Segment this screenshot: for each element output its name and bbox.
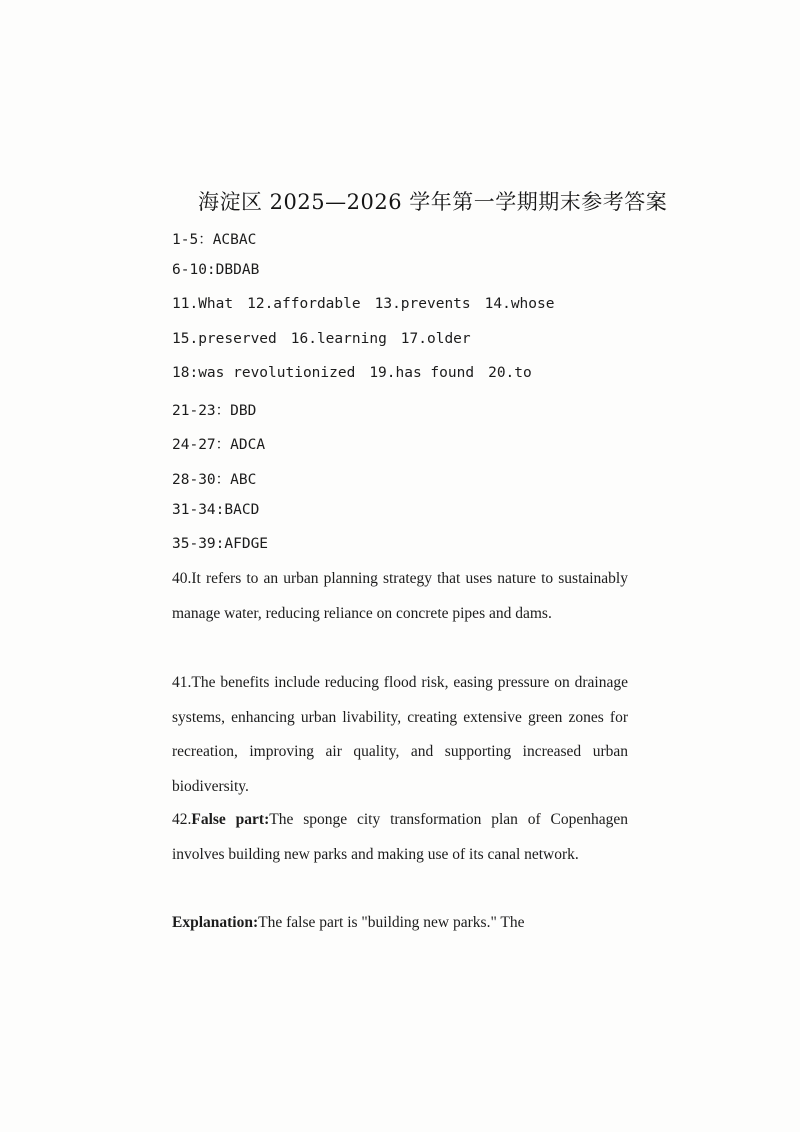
answer-42-paragraph	[172, 803, 628, 872]
answer-40-paragraph: 40.It refers to an urban planning strategy that uses nature to sustainably manage water, reducing reliance on concrete pipes and dams.	[172, 570, 628, 622]
answer-19: 19.has found	[369, 365, 475, 381]
answer-line-21-23: 21-23：DBD	[172, 403, 257, 419]
answer-17: 17.older	[400, 331, 471, 347]
answer-line-35-39: 35-39:AFDGE	[172, 536, 269, 552]
answer-15: 15.preserved	[172, 331, 277, 347]
false-part-text: The sponge city transformation plan of Copenhagen involves building new parks and making use of its canal network.	[172, 811, 628, 863]
answer-line-31-34: 31-34:BACD	[172, 502, 260, 518]
answer-line-1-5: 1-5：ACBAC	[172, 232, 257, 248]
answer-line-11-14	[172, 296, 554, 312]
answer-12: 12.affordable	[247, 296, 361, 312]
answer-line-15-17	[172, 331, 471, 347]
answer-line-18-20	[172, 365, 532, 381]
answer-line-28-30: 28-30：ABC	[172, 472, 257, 488]
explanation-label: Explanation:	[172, 914, 259, 931]
answer-13: 13.prevents	[374, 296, 471, 312]
answer-41-paragraph: 41.The benefits include reducing flood risk, easing pressure on drainage systems, enhancing urban livability, creating extensive green zones for recreation, improving air quality, and supporting increased urban biodiversity.	[172, 674, 628, 795]
page-title: 海淀区 2025—2026 学年第一学期期末参考答案	[198, 190, 668, 214]
answer-line-6-10: 6-10:DBDAB	[172, 262, 260, 278]
answer-11: 11.What	[172, 296, 234, 312]
false-part-label: False part:	[191, 811, 270, 828]
answer-18: 18:was revolutionized	[172, 365, 356, 381]
explanation-text: The false part is "building new parks." The	[258, 914, 525, 931]
answer-line-24-27: 24-27：ADCA	[172, 437, 266, 453]
answer-16: 16.learning	[290, 331, 387, 347]
answer-14: 14.whose	[484, 296, 555, 312]
explanation-paragraph	[172, 906, 642, 941]
answer-20: 20.to	[488, 365, 532, 381]
answer-42-number: 42.	[172, 811, 192, 828]
